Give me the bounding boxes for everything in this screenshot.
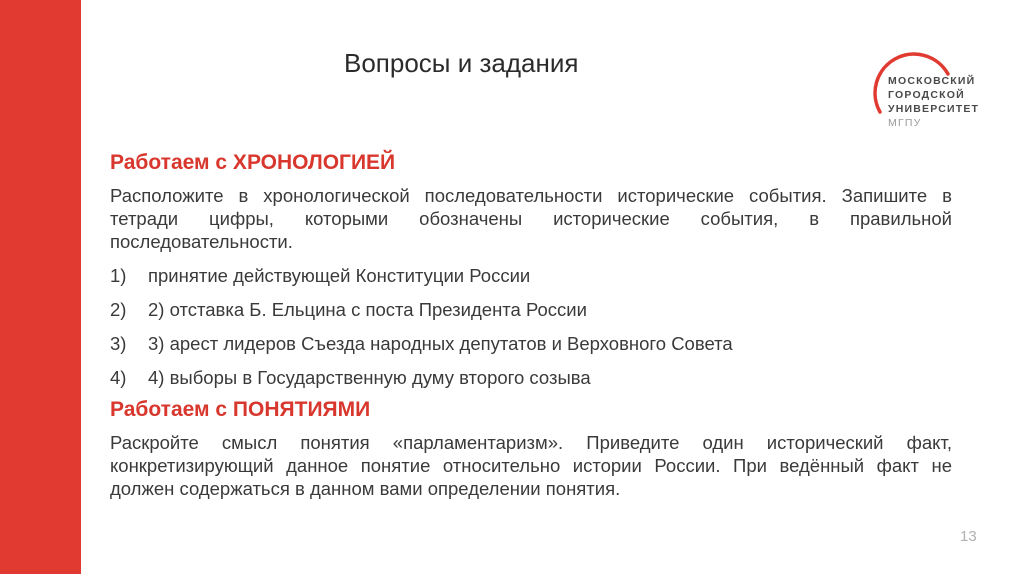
logo-text <box>888 74 979 130</box>
logo-line-2: ГОРОДСКОЙ <box>888 89 965 101</box>
list-item-number: 4) <box>110 367 127 388</box>
logo-line-4: МГПУ <box>888 117 922 129</box>
slide-content <box>110 148 952 506</box>
list-item <box>110 293 952 327</box>
section-heading-concepts: Работаем с ПОНЯТИЯМИ <box>110 398 371 421</box>
logo-line-1: МОСКОВСКИЙ <box>888 75 976 87</box>
list-item-number: 2) <box>110 299 127 320</box>
slide-title: Вопросы и задания <box>344 48 579 78</box>
events-list <box>110 259 952 395</box>
list-item <box>110 259 952 293</box>
section-heading-chronology: Работаем с ХРОНОЛОГИЕЙ <box>110 151 396 174</box>
list-item-text: 2) отставка Б. Ельцина с поста Президента России <box>148 299 587 320</box>
list-item <box>110 361 952 395</box>
list-item-text: 4) выборы в Государственную думу второго созыва <box>148 367 591 388</box>
list-item-number: 3) <box>110 333 127 354</box>
list-item-number: 1) <box>110 265 127 286</box>
chronology-instruction: Расположите в хронологической последовательности исторические события. Запишите в тетради цифры, которыми обозначены исторические события, в правильной последовательности. <box>110 185 952 252</box>
list-item-text: 3) арест лидеров Съезда народных депутатов и Верховного Совета <box>148 333 733 354</box>
left-accent-bar <box>0 0 81 574</box>
concepts-instruction: Раскройте смысл понятия «парламентаризм». Приведите один исторический факт, конкретизирующий данное понятие относительно истории России. При ведённый факт не должен содержаться в данном вами определении понятия. <box>110 432 952 499</box>
university-logo <box>866 52 986 132</box>
list-item <box>110 327 952 361</box>
logo-line-3: УНИВЕРСИТЕТ <box>888 103 980 115</box>
list-item-text: принятие действующей Конституции России <box>148 265 531 286</box>
page-number: 13 <box>960 528 977 545</box>
